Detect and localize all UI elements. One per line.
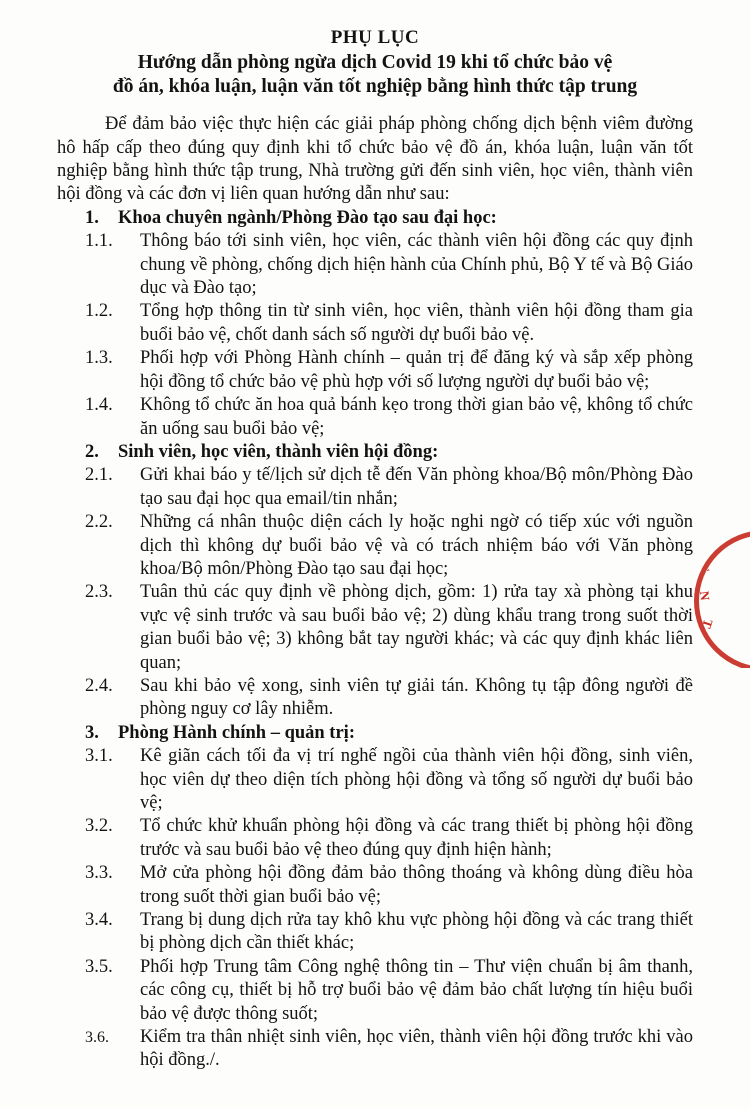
item-number: 3.2.	[85, 816, 113, 837]
list-item	[57, 815, 693, 862]
list-item	[57, 347, 693, 394]
item-text: Kê giãn cách tối đa vị trí nghế ngồi của thành viên hội đồng, sinh viên, học viên dự theo diện tích phòng hội đồng và tổng số người dự buổi bảo vệ;	[140, 746, 693, 813]
item-number: 1.4.	[85, 395, 113, 416]
item-number: 2.1.	[85, 465, 113, 486]
list-item	[57, 464, 693, 511]
item-number: 3.5.	[85, 956, 113, 977]
section-title: Khoa chuyên ngành/Phòng Đào tạo sau đại học:	[118, 207, 497, 228]
item-number: 3.3.	[85, 863, 113, 884]
list-item	[57, 675, 693, 722]
section-number: 2.	[85, 441, 99, 462]
item-number: 3.1.	[85, 746, 113, 767]
item-number: 2.3.	[85, 582, 113, 603]
section-number: 3.	[85, 722, 99, 743]
seal-ring	[694, 530, 750, 668]
item-text: Tuân thủ các quy định về phòng dịch, gồm: 1) rửa tay xà phòng tại khu vực vệ sinh trước và sau buổi bảo vệ; 2) dùng khẩu trang trong suốt thời gian buổi bảo vệ; 3) không bắt tay người khác; và các quy định khác liên quan;	[140, 582, 693, 673]
section-number: 1.	[85, 207, 99, 228]
section-heading-3	[57, 722, 693, 745]
item-text: Những cá nhân thuộc diện cách ly hoặc nghi ngờ có tiếp xúc với nguồn dịch thì không dự buổi bảo vệ và có trách nhiệm báo với Văn phòng khoa/Bộ môn/Phòng Đào tạo sau đại học;	[140, 512, 693, 579]
seal-glyph: '	[700, 567, 712, 576]
section-heading-2	[57, 441, 693, 464]
item-number: 2.2.	[85, 512, 113, 533]
section-title: Phòng Hành chính – quản trị:	[118, 722, 355, 743]
list-item	[57, 394, 693, 441]
item-text: Không tổ chức ăn hoa quả bánh kẹo trong thời gian bảo vệ, không tổ chức ăn uống sau buổi bảo vệ;	[140, 395, 693, 439]
item-text: Gửi khai báo y tế/lịch sử dịch tễ đến Văn phòng khoa/Bộ môn/Phòng Đào tạo sau đại học qua email/tin nhắn;	[140, 465, 693, 509]
item-number: 1.2.	[85, 301, 113, 322]
item-text: Thông báo tới sinh viên, học viên, các thành viên hội đồng các quy định chung về phòng, chống dịch hiện hành của Chính phủ, Bộ Y tế và Bộ Giáo dục và Đào tạo;	[140, 231, 694, 299]
list-item	[57, 300, 693, 347]
list-item	[57, 956, 693, 1026]
list-item	[57, 511, 693, 581]
doc-subtitle-line2: đồ án, khóa luận, luận văn tốt nghiệp bằng hình thức tập trung	[112, 75, 638, 97]
item-text: Mở cửa phòng hội đồng đảm bảo thông thoáng và không dùng điều hòa trong suốt thời gian buổi bảo vệ;	[140, 863, 693, 907]
seal-glyph: T	[699, 617, 717, 631]
doc-title: PHỤ LỤC	[330, 27, 420, 48]
list-item	[57, 1026, 693, 1073]
list-item	[57, 862, 693, 909]
item-number: 3.4.	[85, 910, 113, 931]
item-text: Trang bị dung dịch rửa tay khô khu vực phòng hội đồng và các trang thiết bị phòng dịch cần thiết khác;	[140, 910, 693, 954]
item-text: Phối hợp với Phòng Hành chính – quản trị để đăng ký và sắp xếp phòng hội đồng tổ chức bảo vệ phù hợp với số lượng người dự buổi bảo vệ;	[140, 348, 693, 392]
item-text: Tổng hợp thông tin từ sinh viên, học viên, thành viên hội đồng tham gia buổi bảo vệ, chốt danh sách số người dự buổi bảo vệ.	[140, 301, 693, 345]
item-text: Sau khi bảo vệ xong, sinh viên tự giải tán. Không tụ tập đông người đề phòng nguy cơ lây nhiễm.	[140, 675, 693, 720]
list-item	[57, 581, 693, 675]
list-item	[57, 745, 693, 815]
item-number: 1.3.	[85, 348, 113, 369]
red-seal-stamp-icon	[692, 528, 750, 668]
section-title: Sinh viên, học viên, thành viên hội đồng:	[118, 441, 439, 462]
item-text: Tổ chức khử khuẩn phòng hội đồng và các trang thiết bị phòng hội đồng trước và sau buổi bảo vệ theo đúng quy định hiện hành;	[140, 816, 693, 860]
doc-subtitle-line1: Hướng dẫn phòng ngừa dịch Covid 19 khi tổ chức bảo vệ	[137, 52, 613, 74]
item-text: Kiểm tra thân nhiệt sinh viên, học viên, thành viên hội đồng trước khi vào hội đồng./.	[140, 1027, 693, 1071]
list-item	[57, 909, 693, 956]
section-heading-1	[57, 207, 693, 230]
item-number: 1.1.	[85, 231, 113, 252]
item-text: Phối hợp Trung tâm Công nghệ thông tin – Thư viện chuẩn bị âm thanh, các công cụ, thiết bị hỗ trợ buổi bảo vệ đảm bảo chất lượng tín hiệu buổi bảo vệ được thông suốt;	[140, 956, 693, 1024]
title-block	[57, 26, 693, 98]
item-number: 2.4.	[85, 675, 113, 696]
item-number: 3.6.	[85, 1029, 109, 1047]
intro-paragraph: Để đảm bảo việc thực hiện các giải pháp phòng chống dịch bệnh viêm đường hô hấp cấp theo đúng quy định khi tổ chức bảo vệ đồ án, khóa luận, luận văn tốt nghiệp bằng hình thức tập trung, Nhà trường gửi đến sinh viên, học viên, thành viên hội đồng và các đơn vị liên quan hướng dẫn như sau:	[57, 114, 693, 205]
seal-glyph: N	[696, 590, 713, 602]
list-item	[57, 230, 693, 300]
